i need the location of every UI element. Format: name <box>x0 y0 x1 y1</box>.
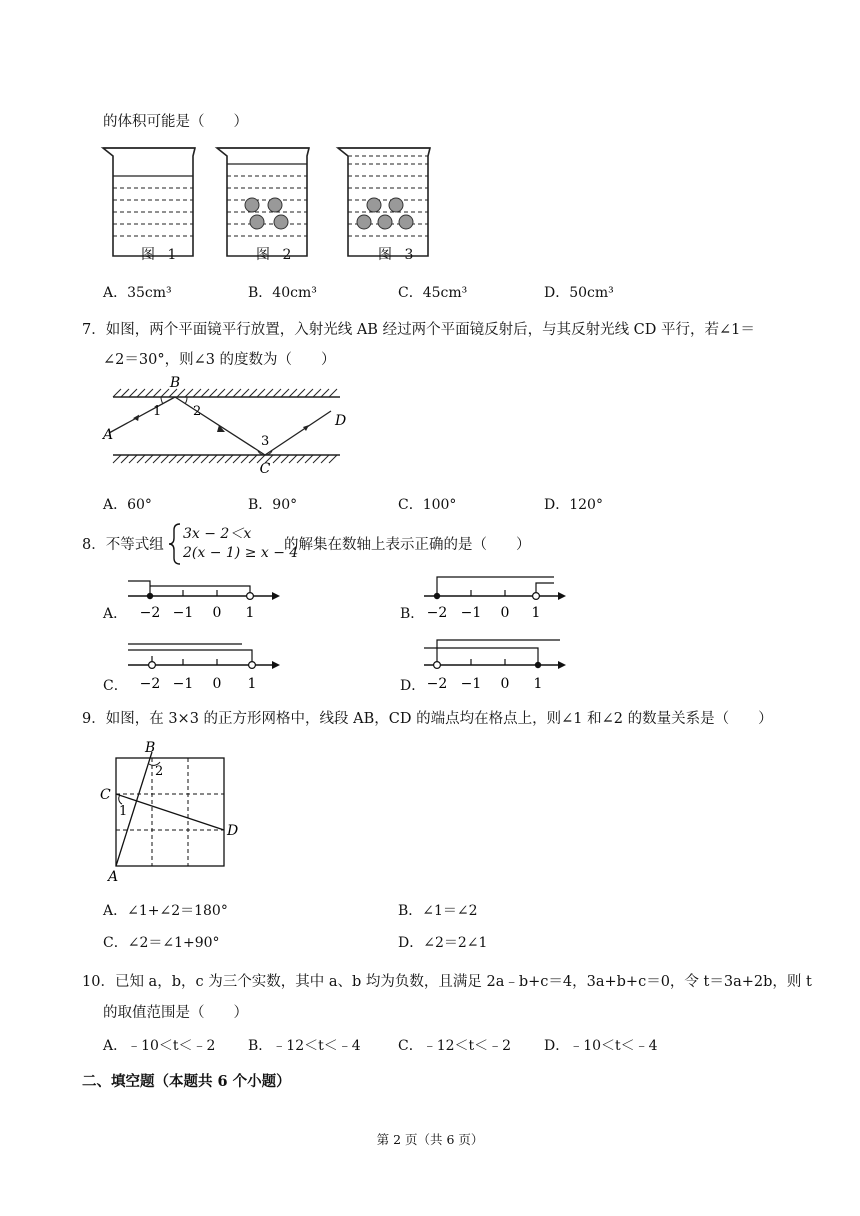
q10-option-d: D．﹣10＜t＜﹣4 <box>544 1038 658 1054</box>
q9-option-c: C．∠2＝∠1+90° <box>103 935 220 951</box>
tick-label: 0 <box>500 605 510 621</box>
number-line-c <box>120 638 280 694</box>
q8-option-c-letter: C． <box>103 678 128 694</box>
q9-angle-2: 2 <box>155 764 164 779</box>
tick-label: 0 <box>500 676 510 692</box>
q7-option-c: C．100° <box>398 497 457 513</box>
number-line-b <box>418 573 568 623</box>
tick-label: 0 <box>212 605 222 621</box>
q9-angle-1: 1 <box>119 804 128 819</box>
tick-label: 1 <box>531 605 541 621</box>
q7-option-b: B．90° <box>248 497 298 513</box>
q9-label-c: C <box>100 787 111 803</box>
q8-option-d-letter: D． <box>400 678 426 694</box>
q6-option-d: D．50cm³ <box>544 285 614 301</box>
q6-text: 的体积可能是（ ） <box>103 114 248 130</box>
q8-brace <box>168 522 182 566</box>
fig1-caption: 图 1 <box>141 247 181 263</box>
q7-label-b: B <box>169 375 181 391</box>
beaker-1 <box>103 148 195 256</box>
q9-label-b: B <box>145 740 156 756</box>
q7-label-d: D <box>335 413 347 429</box>
tick-label: −2 <box>139 605 161 621</box>
q8-option-a-letter: A． <box>103 606 128 622</box>
q7-option-a: A．60° <box>103 497 152 513</box>
fig3-caption: 图 3 <box>378 247 418 263</box>
tick-label: 0 <box>212 676 222 692</box>
q9-option-d: D．∠2＝2∠1 <box>398 935 488 951</box>
mirror-diagram <box>95 375 355 475</box>
q7-text-line2: ∠2＝30°，则∠3 的度数为（ ） <box>103 352 336 368</box>
q10-option-a: A．﹣10＜t＜﹣2 <box>103 1038 216 1054</box>
grid-diagram <box>100 738 250 883</box>
tick-label: −1 <box>172 676 194 692</box>
tick-label: −2 <box>426 676 448 692</box>
q10-option-b: B．﹣12＜t＜﹣4 <box>248 1038 361 1054</box>
q8-inequality-1: 3x − 2＜x <box>183 526 252 542</box>
q7-option-d: D．120° <box>544 497 603 513</box>
q8-inequality-2: 2(x − 1) ≥ x − 4 <box>183 545 299 561</box>
q8-suffix: 的解集在数轴上表示正确的是（ ） <box>284 537 531 553</box>
number-line-d <box>418 636 568 694</box>
q7-label-c: C <box>259 461 271 475</box>
q9-label-d: D <box>227 823 239 839</box>
q9-text: 9．如图，在 3×3 的正方形网格中，线段 AB，CD 的端点均在格点上，则∠1 和∠2 的数量关系是（ ） <box>82 711 773 727</box>
tick-label: −2 <box>139 676 161 692</box>
q9-option-a: A．∠1+∠2＝180° <box>103 903 228 919</box>
q7-angle-1: 1 <box>153 404 162 419</box>
q7-label-a: A <box>103 427 114 443</box>
q6-option-c: C．45cm³ <box>398 285 468 301</box>
tick-label: 1 <box>245 605 255 621</box>
fig2-caption: 图 2 <box>256 247 296 263</box>
q10-option-c: C．﹣12＜t＜﹣2 <box>398 1038 512 1054</box>
q7-angle-3: 3 <box>261 434 270 449</box>
q8-option-b-letter: B． <box>400 606 425 622</box>
q6-option-b: B．40cm³ <box>248 285 317 301</box>
q9-label-a: A <box>108 869 119 883</box>
q7-angle-2: 2 <box>193 404 202 419</box>
number-line-a <box>120 573 280 623</box>
beaker-3 <box>338 148 430 256</box>
beaker-2 <box>217 148 309 256</box>
page-footer: 第 2 页（共 6 页） <box>376 1132 484 1147</box>
q9-option-b: B．∠1＝∠2 <box>398 903 478 919</box>
section-heading: 二、填空题（本题共 6 个小题） <box>82 1073 291 1090</box>
tick-label: −2 <box>426 605 448 621</box>
q8-prefix: 8．不等式组 <box>82 537 164 553</box>
tick-label: 1 <box>533 676 543 692</box>
q10-text-line1: 10．已知 a，b，c 为三个实数，其中 a、b 均为负数，且满足 2a﹣b+c＝4，3a+b+c＝0，令 t＝3a+2b，则 t <box>82 974 812 990</box>
q7-text-line1: 7．如图，两个平面镜平行放置，入射光线 AB 经过两个平面镜反射后，与其反射光线 CD 平行，若∠1＝ <box>82 322 755 338</box>
tick-label: −1 <box>460 676 482 692</box>
tick-label: −1 <box>172 605 194 621</box>
tick-label: 1 <box>247 676 257 692</box>
tick-label: −1 <box>460 605 482 621</box>
q10-text-line2: 的取值范围是（ ） <box>103 1005 248 1021</box>
q6-option-a: A．35cm³ <box>103 285 172 301</box>
